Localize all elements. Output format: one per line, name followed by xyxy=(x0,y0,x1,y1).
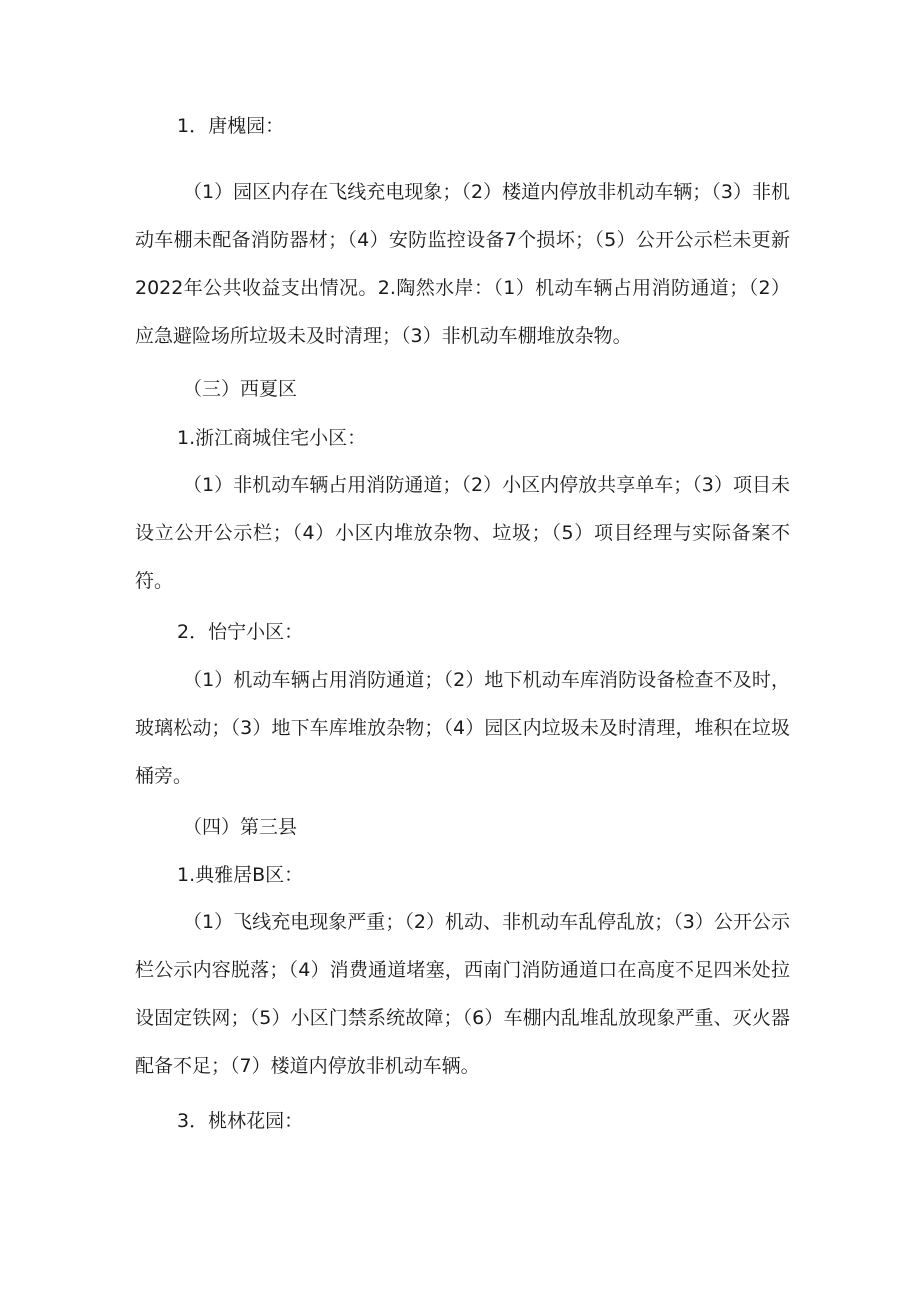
paragraph-tanghuaiyuan-issues: （1）园区内存在飞线充电现象；（2）楼道内停放非机动车辆；（3）非机动车棚未配备消防器材；（4）安防监控设备7个损坏；（5）公开公示栏未更新2022年公共收益支出情况。2.陶然水岸：（1）机动车辆占用消防通道；（2）应急避险场所垃圾未及时清理；（3）非机动车棚堆放杂物。 xyxy=(135,181,790,347)
heading-yining-community: 2．怡宁小区： xyxy=(177,621,304,643)
paragraph-zhejiang-mall-issues: （1）非机动车辆占用消防通道；（2）小区内停放共享单车；（3）项目未设立公开公示栏；（4）小区内堆放杂物、垃圾；（5）项目经理与实际备案不符。 xyxy=(135,474,790,592)
paragraph-yining-issues: （1）机动车辆占用消防通道；（2）地下机动车库消防设备检查不及时，玻璃松动；（3）地下车库堆放杂物；（4）园区内垃圾未及时清理，堆积在垃圾桶旁。 xyxy=(135,669,790,787)
section-xixia-district: （三）西夏区 xyxy=(183,378,298,400)
heading-dianyaju-b: 1.典雅居B区： xyxy=(177,864,304,886)
heading-tanghuaiyuan: 1．唐槐园： xyxy=(177,115,285,137)
section-third-county: （四）第三县 xyxy=(183,816,298,838)
heading-taolin-garden: 3．桃林花园： xyxy=(177,1110,304,1132)
heading-zhejiang-mall-residential: 1.浙江商城住宅小区： xyxy=(177,427,367,449)
paragraph-dianyaju-issues: （1）飞线充电现象严重；（2）机动、非机动车乱停乱放；（3）公开公示栏公示内容脱落；（4）消费通道堵塞，西南门消防通道口在高度不足四米处拉设固定铁网；（5）小区门禁系统故障；（6）车棚内乱堆乱放现象严重、灭火器配备不足；（7）楼道内停放非机动车辆。 xyxy=(135,911,790,1077)
